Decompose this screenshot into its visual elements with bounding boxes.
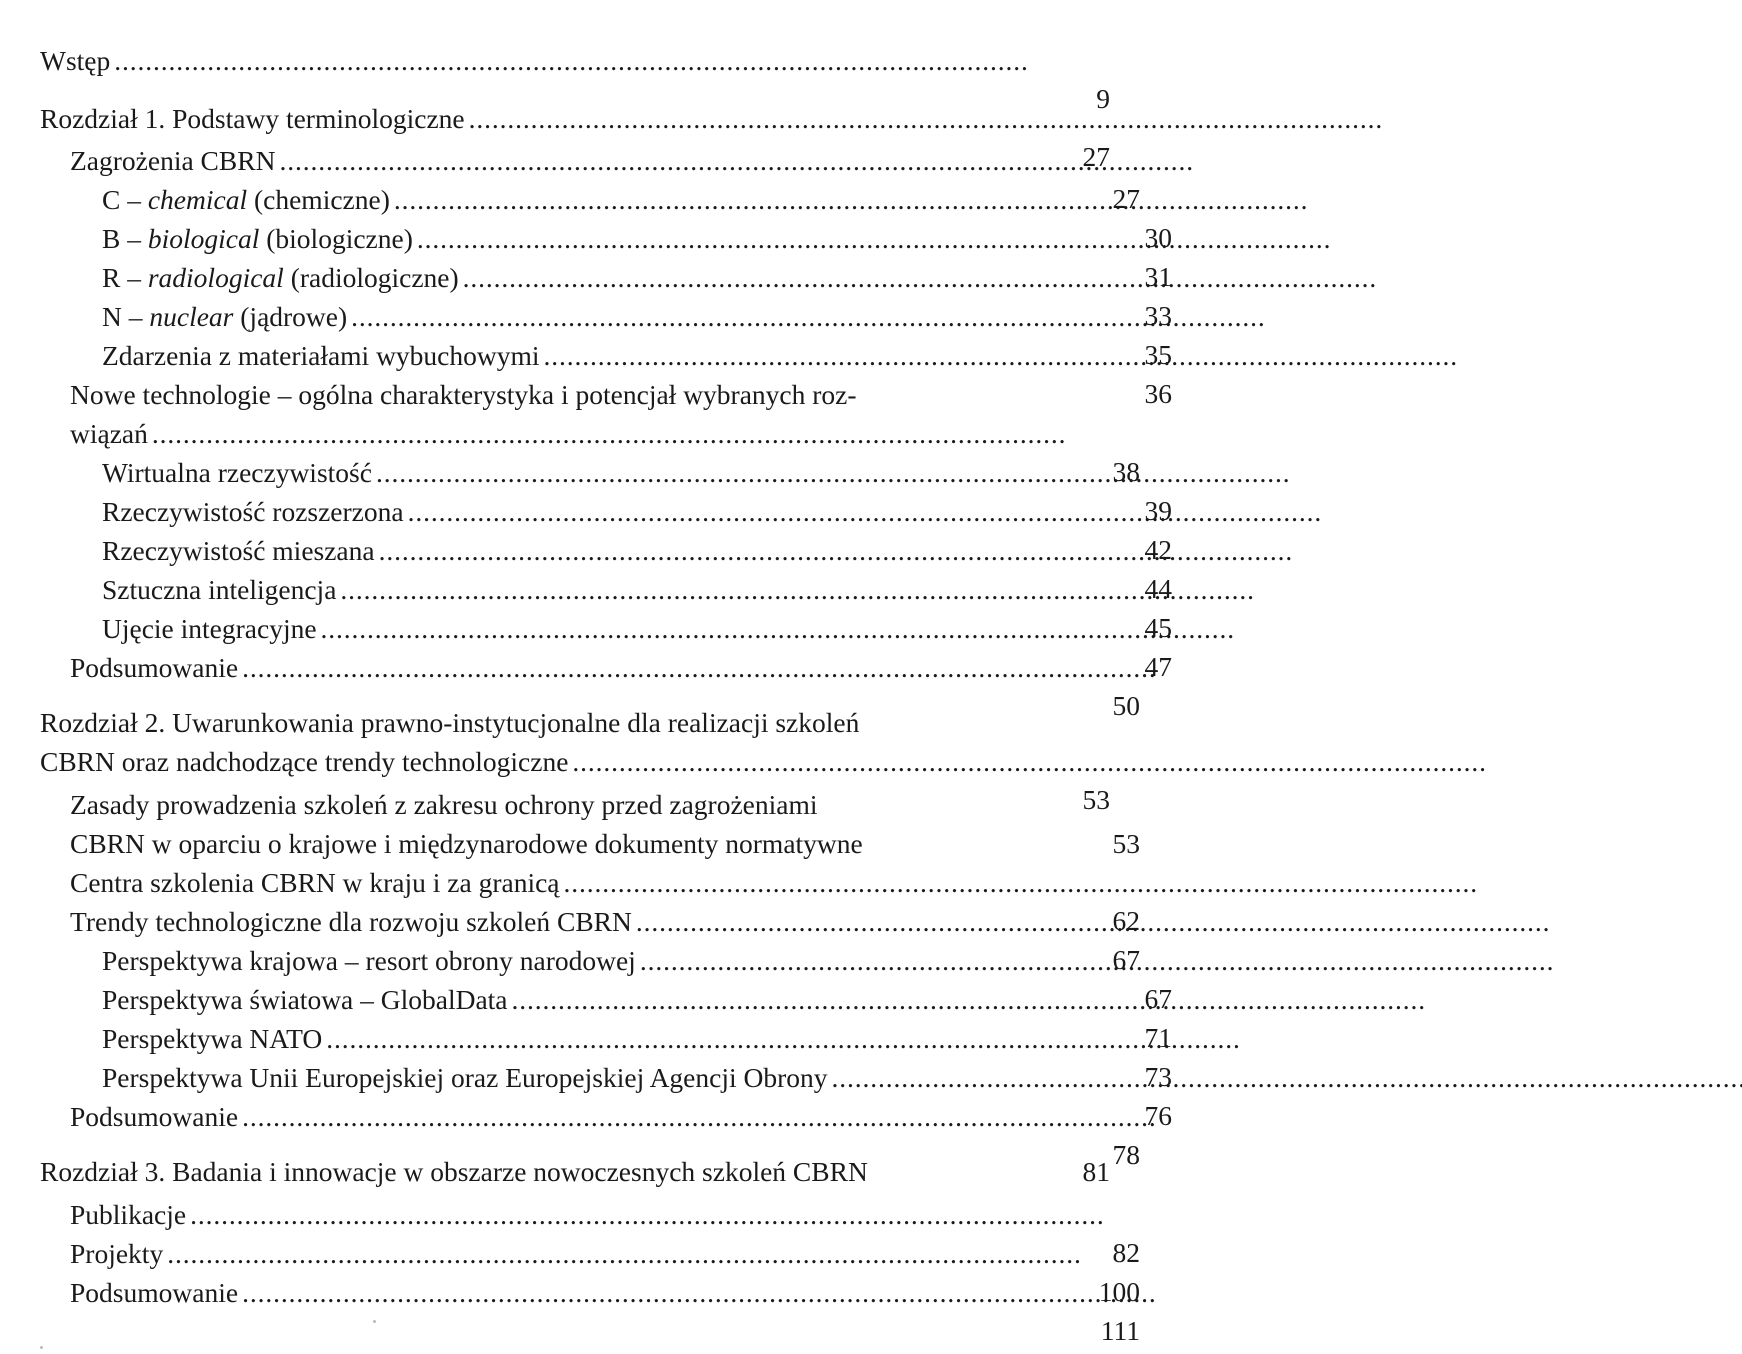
toc-entry-label: Wirtualna rzeczywistość — [102, 457, 372, 488]
leader-dots — [560, 864, 1475, 902]
toc-entry-label: Trendy technologiczne dla rozwoju szkoleń CBRN — [70, 906, 632, 937]
leader-dots — [336, 571, 1251, 609]
toc-entry-wstep[interactable] — [0, 42, 1158, 114]
toc-page-number: 35 — [1144, 339, 1172, 370]
toc-page-number: 47 — [1144, 651, 1172, 682]
leader-dots — [413, 220, 1328, 258]
toc-page-number: 27 — [1112, 183, 1140, 214]
leader-dots — [163, 1235, 1078, 1273]
leader-dots — [568, 743, 1483, 781]
toc-page-number: 53 — [1112, 828, 1140, 859]
toc-section[interactable] — [0, 649, 1188, 721]
toc-page-number: 39 — [1144, 495, 1172, 526]
leader-dots — [238, 649, 1153, 687]
toc-chapter-3[interactable] — [0, 1153, 1158, 1191]
toc-section-line-2[interactable] — [0, 825, 1188, 863]
toc-entry-label: Rozdział 3. Badania i innowacje w obszarze nowoczesnych szkoleń CBRN — [40, 1156, 868, 1187]
toc-entry-label: Perspektywa Unii Europejskiej oraz Europejskiej Agencji Obrony — [102, 1062, 828, 1093]
toc-entry-label: Centra szkolenia CBRN w kraju i za granicą — [70, 867, 560, 898]
leader-dots — [347, 298, 1262, 336]
toc-entry-label: Zagrożenia CBRN — [70, 145, 276, 176]
toc-entry-label: Perspektywa światowa – GlobalData — [102, 984, 508, 1015]
leader-dots — [238, 1274, 1153, 1312]
toc-entry-label: CBRN w oparciu o krajowe i międzynarodowe dokumenty normatywne — [70, 828, 863, 859]
toc-page-number: 81 — [1082, 1156, 1110, 1187]
toc-page-number: 67 — [1112, 944, 1140, 975]
toc-entry-label: Projekty — [70, 1238, 164, 1269]
leader-dots — [540, 337, 1455, 375]
toc-page-number: 82 — [1112, 1237, 1140, 1268]
toc-section-line-1[interactable] — [0, 786, 1188, 824]
toc-page-number: 53 — [1082, 784, 1110, 815]
toc-page-number: 76 — [1144, 1100, 1172, 1131]
toc-entry-label: R – radiological (radiologiczne) — [102, 262, 459, 293]
toc-entry-label: Rozdział 1. Podstawy terminologiczne — [40, 103, 465, 134]
toc-section[interactable] — [0, 1274, 1188, 1346]
leader-dots — [372, 454, 1287, 492]
toc-entry-label: Wstęp — [40, 45, 111, 76]
leader-dots — [238, 1098, 1153, 1136]
toc-entry-label: Publikacje — [70, 1199, 187, 1230]
toc-entry-label: C – chemical (chemiczne) — [102, 184, 390, 215]
toc-page-number: 71 — [1144, 1022, 1172, 1053]
leader-dots — [508, 981, 1423, 1019]
toc-entry-label: N – nuclear (jądrowe) — [102, 301, 348, 332]
leader-dots — [148, 415, 1063, 453]
toc-entry-label: Rzeczywistość mieszana — [102, 535, 375, 566]
toc-page-number: 9 — [1096, 83, 1110, 114]
toc-page-number: 100 — [1098, 1276, 1140, 1307]
leader-dots — [828, 1059, 1742, 1097]
toc-entry-label: Rzeczywistość rozszerzona — [102, 496, 404, 527]
leader-dots — [375, 532, 1290, 570]
leader-dots — [636, 942, 1551, 980]
toc-entry-label: Podsumowanie — [70, 1101, 239, 1132]
toc-entry-label: Rozdział 2. Uwarunkowania prawno-instytucjonalne dla realizacji szkoleń — [40, 707, 860, 738]
scan-speck — [40, 1346, 43, 1349]
toc-page-number: 36 — [1144, 378, 1172, 409]
toc-page-number: 111 — [1100, 1315, 1140, 1346]
toc-entry-label: Nowe technologie – ogólna charakterystyka i potencjał wybranych roz- — [70, 379, 857, 410]
leader-dots — [459, 259, 1374, 297]
toc-entry-label: Zasady prowadzenia szkoleń z zakresu ochrony przed zagrożeniami — [70, 789, 818, 820]
toc-page-number: 33 — [1144, 300, 1172, 331]
toc-page-number: 62 — [1112, 905, 1140, 936]
toc-page-number: 67 — [1144, 983, 1172, 1014]
leader-dots — [632, 903, 1547, 941]
toc-page-number: 44 — [1144, 573, 1172, 604]
toc-section-line-1[interactable] — [0, 376, 1188, 414]
toc-entry-label: B – biological (biologiczne) — [102, 223, 413, 254]
leader-dots — [317, 610, 1232, 648]
leader-dots — [186, 1196, 1101, 1234]
toc-page-number: 78 — [1112, 1139, 1140, 1170]
toc-entry-label: Podsumowanie — [70, 652, 239, 683]
toc-page-number: 45 — [1144, 612, 1172, 643]
toc-page-number: 42 — [1144, 534, 1172, 565]
toc-entry-label: wiązań — [70, 418, 148, 449]
toc-page-number: 27 — [1082, 141, 1110, 172]
toc-section[interactable] — [0, 1098, 1188, 1170]
toc-entry-label: Perspektywa krajowa – resort obrony narodowej — [102, 945, 636, 976]
toc-entry-label: Perspektywa NATO — [102, 1023, 323, 1054]
toc-entry-label: Zdarzenia z materiałami wybuchowymi — [102, 340, 540, 371]
toc-chapter-2-line-1[interactable] — [0, 704, 1158, 742]
scan-speck — [373, 1320, 376, 1323]
leader-dots — [110, 42, 1025, 80]
leader-dots — [322, 1020, 1237, 1058]
toc-entry-label: CBRN oraz nadchodzące trendy technologiczne — [40, 746, 569, 777]
toc-page-number: 31 — [1144, 261, 1172, 292]
toc-entry-label: Sztuczna inteligencja — [102, 574, 337, 605]
leader-dots — [390, 181, 1305, 219]
toc-entry-label: Ujęcie integracyjne — [102, 613, 317, 644]
leader-dots — [465, 100, 1380, 138]
leader-dots — [404, 493, 1319, 531]
toc-page-number: 50 — [1112, 690, 1140, 721]
toc-page-number: 30 — [1144, 222, 1172, 253]
toc-page-number: 73 — [1144, 1061, 1172, 1092]
leader-dots — [275, 142, 1190, 180]
toc-entry-label: Podsumowanie — [70, 1277, 239, 1308]
toc-page-number: 38 — [1112, 456, 1140, 487]
